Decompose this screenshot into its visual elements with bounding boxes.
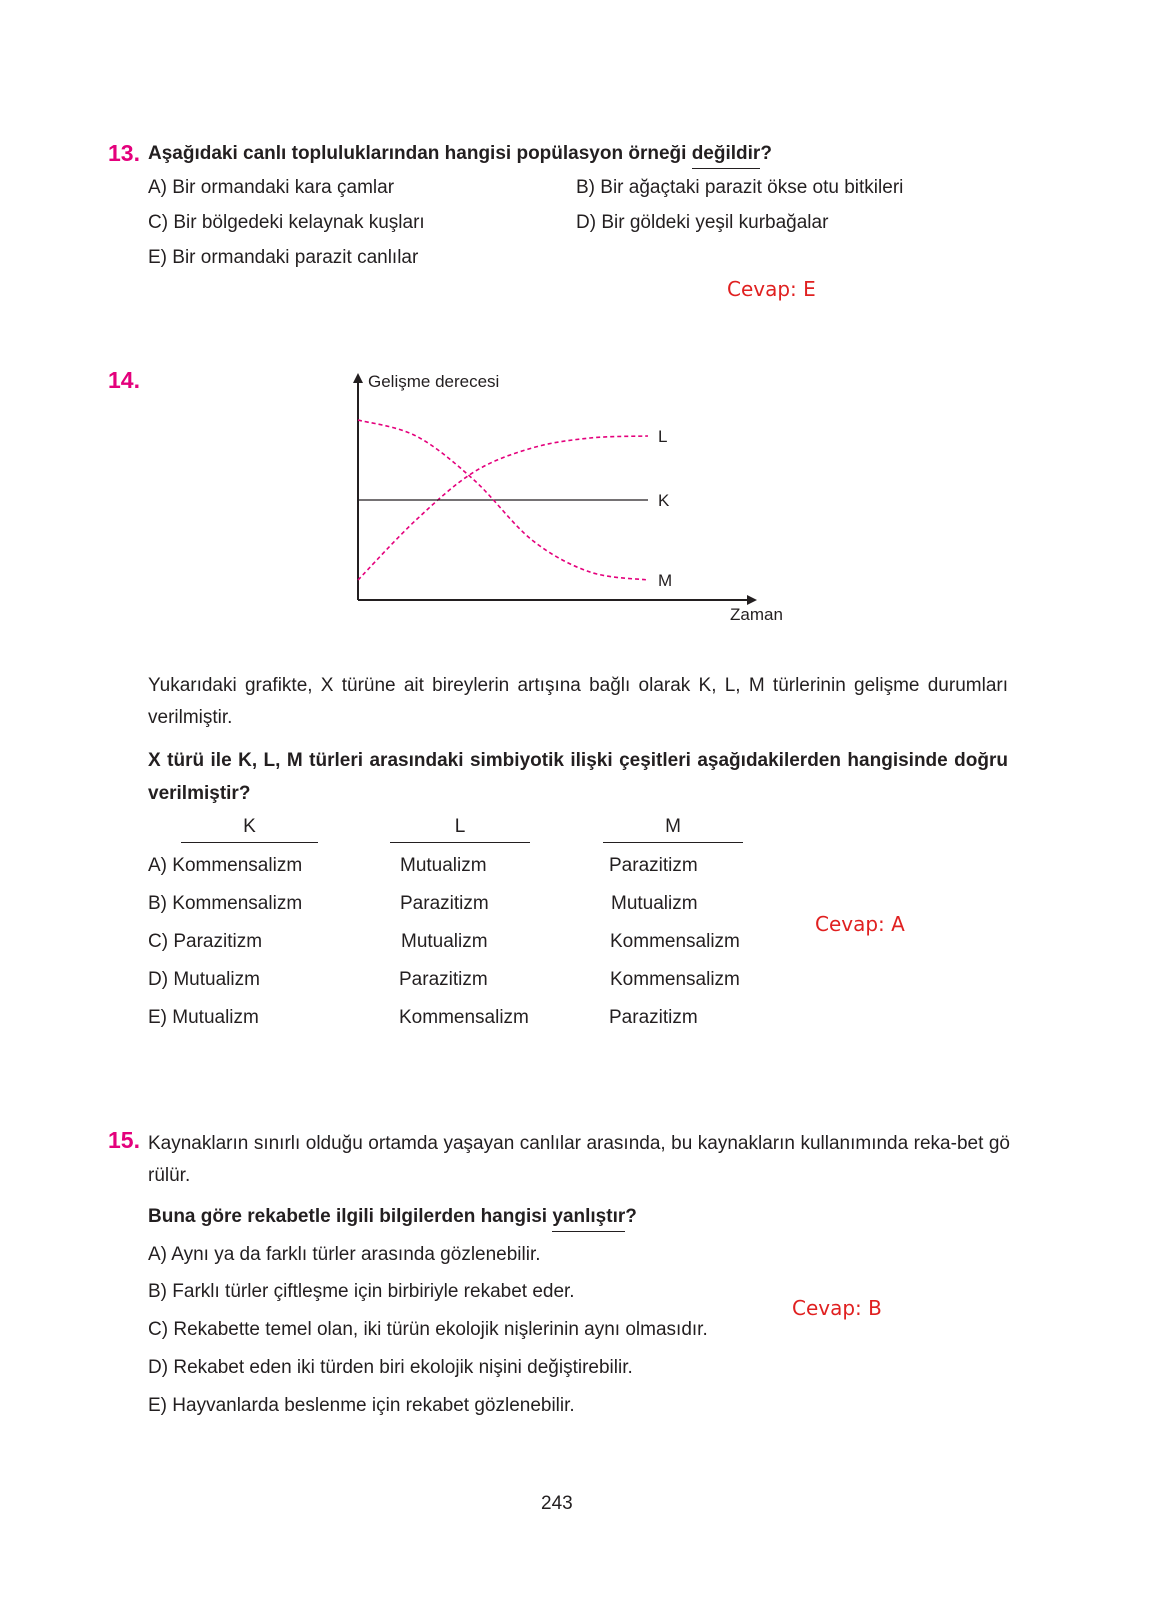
option-text: Farklı türler çiftleşme için birbiriyle rekabet eder. xyxy=(172,1281,575,1302)
question-14-paragraph: Yukarıdaki grafikte, X türüne ait bireylerin artışına bağlı olarak K, L, M türlerinin gelişme durumları verilmiştir. xyxy=(148,675,1008,728)
series-label-m: M xyxy=(658,571,673,590)
question-15-option-e xyxy=(148,1395,575,1417)
question-14-question: X türü ile K, L, M türleri arasındaki simbiyotik ilişki çeşitleri aşağıdakilerden hangisinde doğru verilmiştir? xyxy=(148,750,1008,804)
column-header-k: K xyxy=(181,816,318,843)
question-15-answer: Cevap: B xyxy=(792,1296,882,1320)
question-13-answer: Cevap: E xyxy=(727,277,816,301)
question-13-option-c xyxy=(148,212,425,234)
option-letter: E) xyxy=(148,247,167,268)
option-b-l: Parazitizm xyxy=(400,893,489,914)
option-b-m: Mutualizm xyxy=(611,893,698,914)
question-15-question-text: Buna göre rekabetle ilgili bilgilerden hangisi xyxy=(148,1206,553,1227)
question-13-stem-end: ? xyxy=(760,143,772,164)
question-15-option-b xyxy=(148,1281,575,1303)
option-a-l: Mutualizm xyxy=(400,855,487,876)
question-15-stem: Kaynakların sınırlı olduğu ortamda yaşayan canlılar arasında, bu kaynakların kullanımında reka-bet görülür. xyxy=(148,1133,1010,1186)
option-text: Bir göldeki yeşil kurbağalar xyxy=(601,212,829,233)
option-letter: A) xyxy=(148,855,167,876)
question-13-stem-text: Aşağıdaki canlı topluluklarından hangisi popülasyon örneği xyxy=(148,143,692,164)
option-letter: C) xyxy=(148,931,169,952)
option-e-l: Kommensalizm xyxy=(399,1007,529,1028)
question-13-option-d xyxy=(576,212,828,234)
page-number: 243 xyxy=(541,1493,573,1514)
question-15-question xyxy=(148,1206,637,1232)
option-letter: E) xyxy=(148,1395,167,1416)
question-14-number: 14. xyxy=(108,367,140,393)
option-letter: C) xyxy=(148,1319,169,1340)
option-letter: D) xyxy=(576,212,597,233)
question-15-option-c xyxy=(148,1319,708,1341)
option-k: Parazitizm xyxy=(173,931,263,952)
column-header-m: M xyxy=(603,816,743,843)
option-text: Rekabet eden iki türden biri ekolojik nişini değiştirebilir. xyxy=(173,1357,633,1378)
question-13-option-b xyxy=(576,177,903,199)
question-15-option-a xyxy=(148,1244,541,1266)
question-15-question-end: ? xyxy=(625,1206,637,1227)
x-axis-label: Zaman xyxy=(730,605,783,624)
series-label-l: L xyxy=(658,427,668,446)
option-k: Mutualizm xyxy=(172,1007,259,1028)
option-letter: B) xyxy=(148,893,167,914)
question-13-option-a xyxy=(148,177,394,199)
series-label-k: K xyxy=(658,491,670,510)
option-k: Kommensalizm xyxy=(172,893,303,914)
option-k: Kommensalizm xyxy=(172,855,303,876)
question-14-option-a xyxy=(148,855,302,877)
question-15-number: 15. xyxy=(108,1127,140,1153)
option-letter: A) xyxy=(148,177,167,198)
question-14-option-c xyxy=(148,931,262,953)
option-text: Bir ormandaki kara çamlar xyxy=(172,177,395,198)
option-letter: E) xyxy=(148,1007,167,1028)
option-c-m: Kommensalizm xyxy=(610,931,740,952)
option-text: Bir bölgedeki kelaynak kuşları xyxy=(173,212,425,233)
series-line-l xyxy=(358,436,648,580)
option-text: Aynı ya da farklı türler arasında gözlenebilir. xyxy=(171,1244,541,1265)
option-text: Hayvanlarda beslenme için rekabet gözlenebilir. xyxy=(172,1395,575,1416)
question-14-answer: Cevap: A xyxy=(815,912,905,936)
option-letter: D) xyxy=(148,969,169,990)
option-text: Bir ağaçtaki parazit ökse otu bitkileri xyxy=(600,177,904,198)
question-14-option-d xyxy=(148,969,260,991)
question-14-option-e xyxy=(148,1007,259,1029)
y-axis-label: Gelişme derecesi xyxy=(368,372,500,391)
option-d-m: Kommensalizm xyxy=(610,969,740,990)
option-k: Mutualizm xyxy=(173,969,260,990)
option-d-l: Parazitizm xyxy=(399,969,488,990)
option-text: Rekabette temel olan, iki türün ekolojik nişlerinin aynı olmasıdır. xyxy=(173,1319,708,1340)
question-13-stem-underlined: değildir xyxy=(692,143,761,169)
option-text: Bir ormandaki parazit canlılar xyxy=(172,247,419,268)
question-15-option-d xyxy=(148,1357,633,1379)
question-13-option-e xyxy=(148,247,418,269)
development-chart xyxy=(352,372,812,652)
option-letter: D) xyxy=(148,1357,169,1378)
question-14-option-b xyxy=(148,893,302,915)
option-letter: C) xyxy=(148,212,169,233)
option-c-l: Mutualizm xyxy=(401,931,488,952)
column-header-l: L xyxy=(390,816,530,843)
option-letter: A) xyxy=(148,1244,167,1265)
question-15-question-underlined: yanlıştır xyxy=(552,1206,625,1232)
question-13-stem xyxy=(148,143,772,169)
question-13-number: 13. xyxy=(108,140,140,166)
option-letter: B) xyxy=(576,177,595,198)
option-e-m: Parazitizm xyxy=(609,1007,698,1028)
option-letter: B) xyxy=(148,1281,167,1302)
option-a-m: Parazitizm xyxy=(609,855,698,876)
